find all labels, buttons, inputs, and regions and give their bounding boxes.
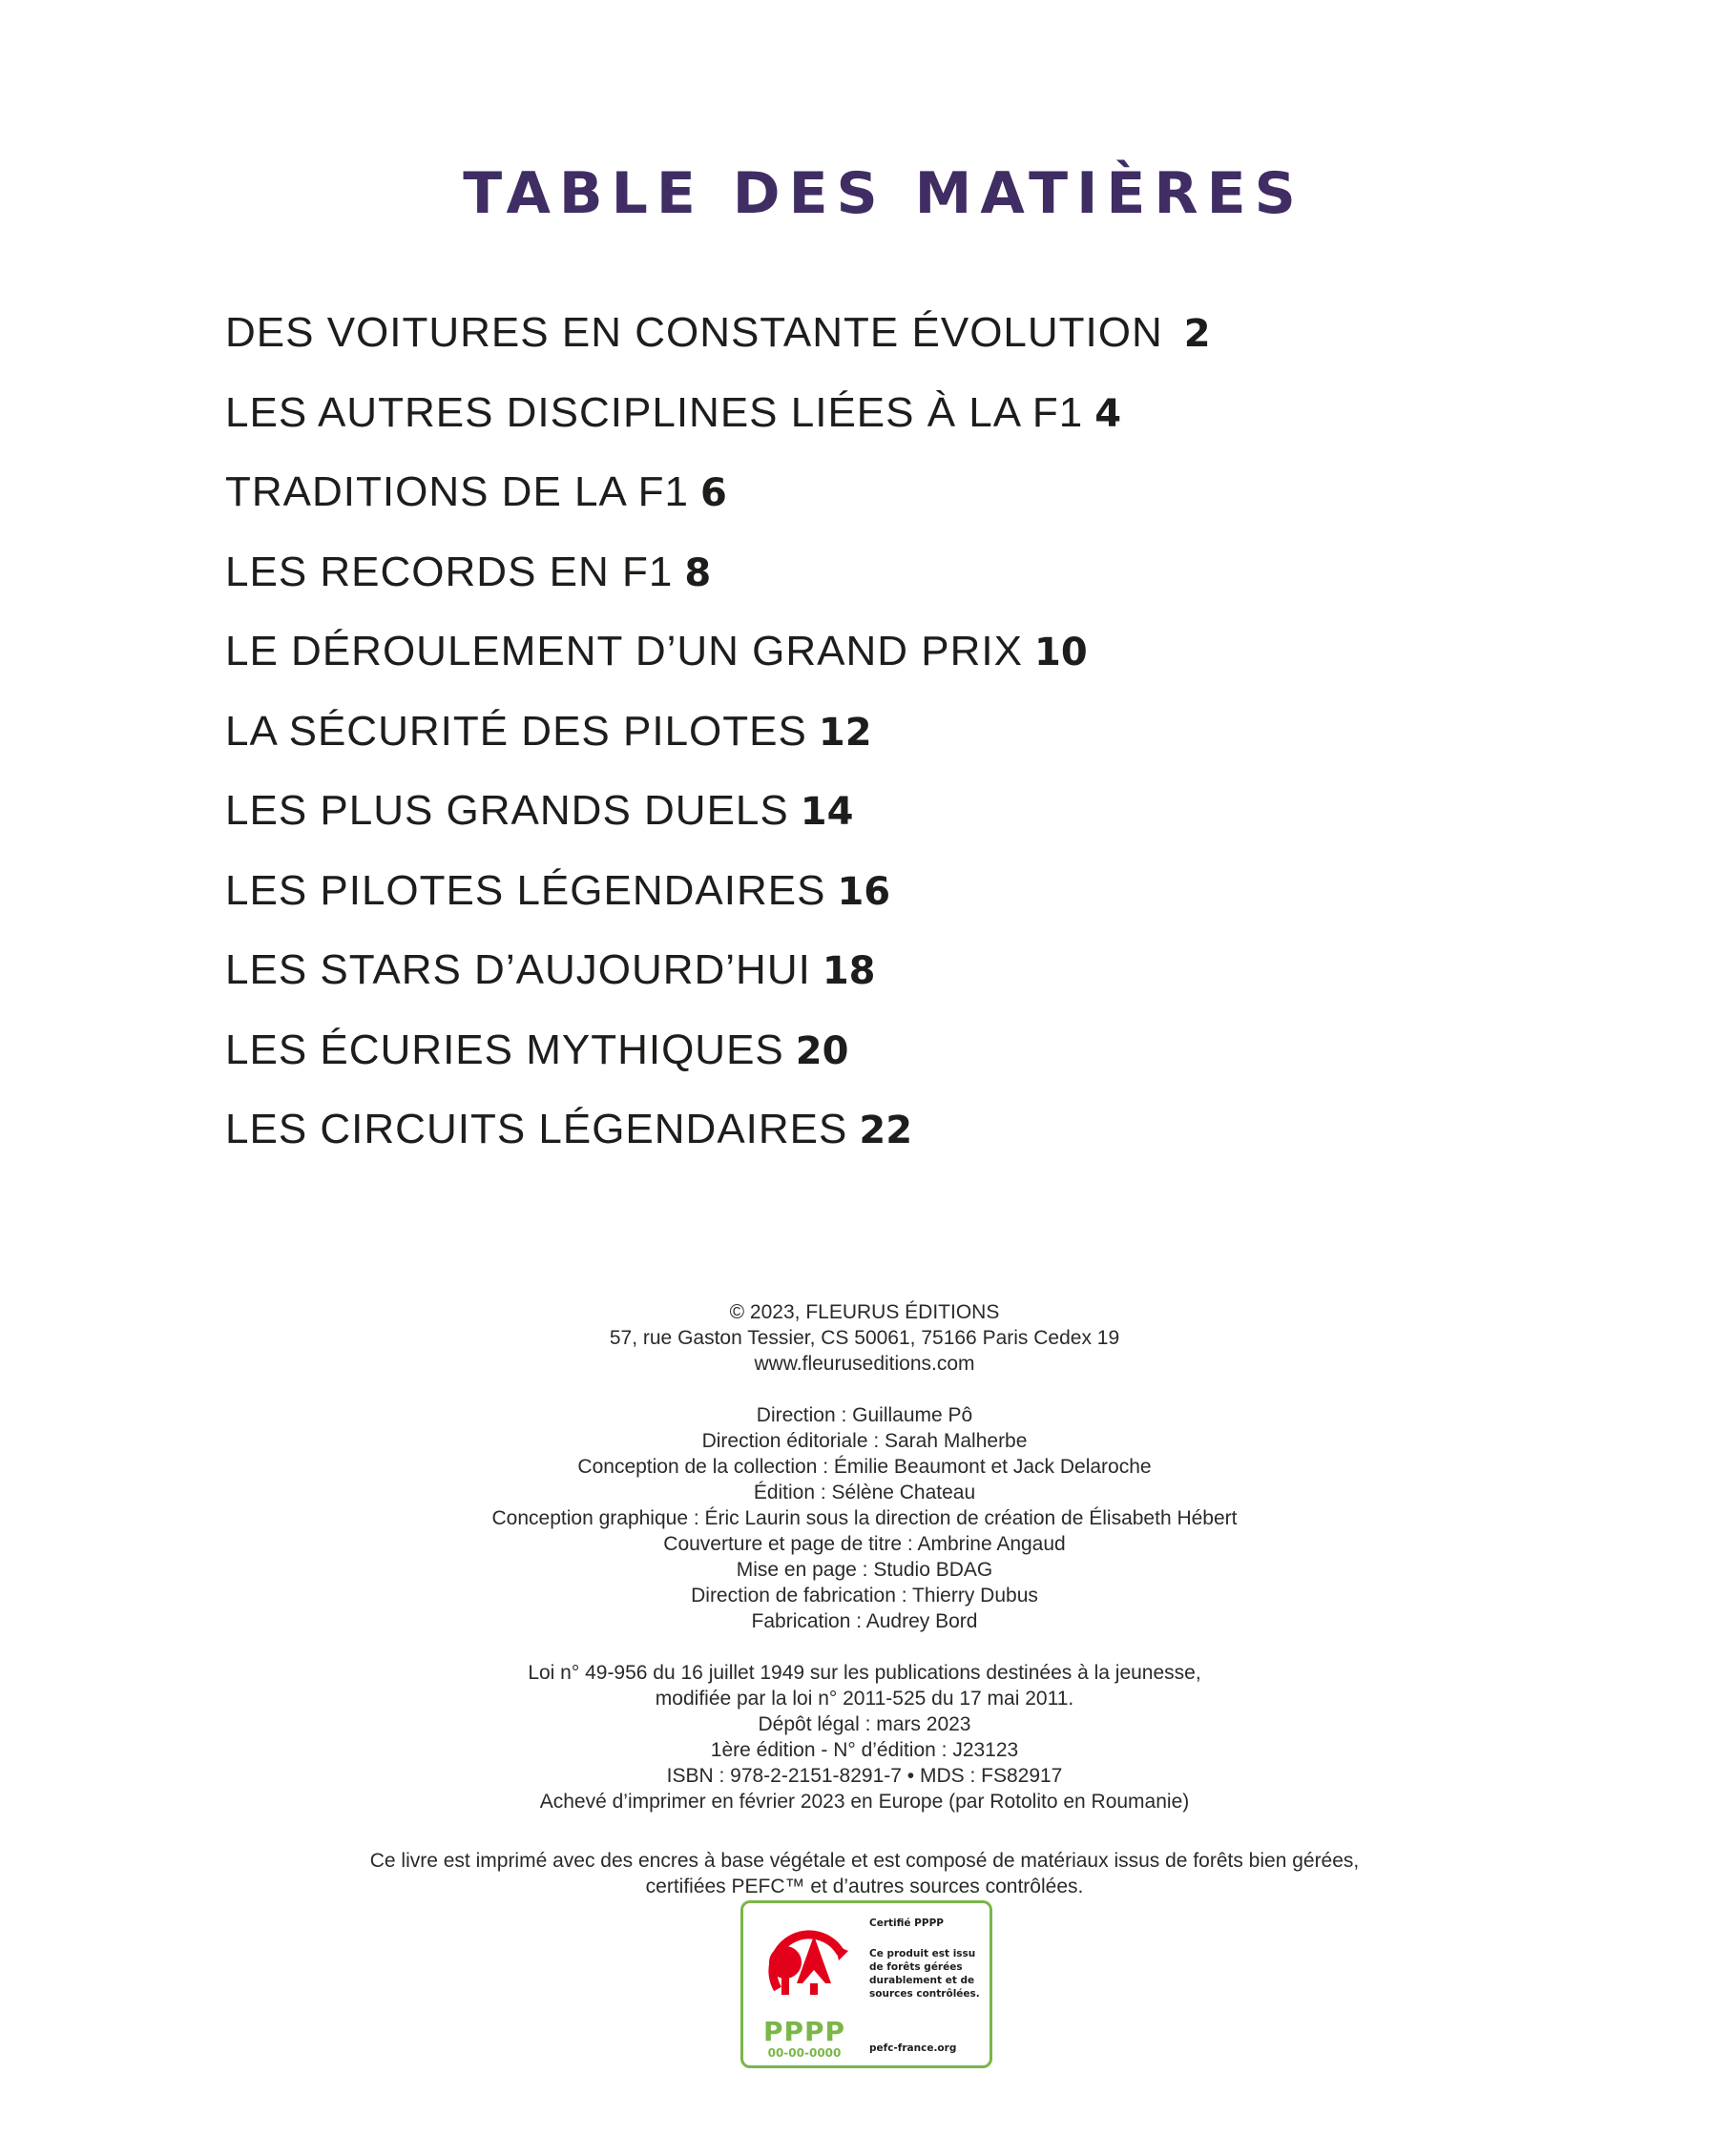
legal-line: ISBN : 978-2-2151-8291-7 • MDS : FS82917 [666,1765,1063,1787]
toc-entry-page: 20 [795,1028,849,1073]
legal-line: 1ère édition - N° d’édition : J23123 [710,1739,1019,1761]
toc-entry-title: LES ÉCURIES MYTHIQUES [225,1026,784,1073]
credit-line: Fabrication : Audrey Bord [751,1610,978,1632]
copyright: © 2023, FLEURUS ÉDITIONS [729,1301,1000,1323]
legal-line: Loi n° 49-956 du 16 juillet 1949 sur les publications destinées à la jeunesse, [528,1662,1201,1684]
toc-entry-title: LES PLUS GRANDS DUELS [225,787,789,834]
toc-entry-page: 16 [837,869,891,914]
toc-entry-title: DES VOITURES EN CONSTANTE ÉVOLUTION [225,309,1163,356]
toc-entry-title: LES STARS D’AUJOURD’HUI [225,946,811,993]
toc-entry-page: 22 [859,1109,913,1152]
credit-line: Conception graphique : Éric Laurin sous la direction de création de Élisabeth Hébert [491,1507,1238,1529]
paper-notice-line: Ce livre est imprimé avec des encres à base végétale et est composé de matériaux issus de forêts bien gérées, [369,1850,1360,1872]
pefc-description [869,1947,984,2001]
pefc-text [869,1917,984,2001]
toc-entry[interactable] [225,384,1211,465]
table-of-contents [225,304,1211,1181]
toc-entry-page: 8 [684,550,712,595]
pefc-heading: Certifié PPPP [869,1918,944,1929]
legal-line: modifiée par la loi n° 2011-525 du 17 mai 2011. [655,1688,1074,1710]
toc-entry[interactable] [225,862,1211,943]
credit-line: Couverture et page de titre : Ambrine Angaud [663,1533,1066,1555]
toc-entry-title: LES AUTRES DISCIPLINES LIÉES À LA F1 [225,388,1084,436]
toc-entry-page: 14 [800,790,854,834]
toc-entry-title: LES PILOTES LÉGENDAIRES [225,866,826,914]
credits [0,1402,1729,1634]
credit-line: Direction éditoriale : Sarah Malherbe [701,1430,1028,1452]
toc-entry-title: LES CIRCUITS LÉGENDAIRES [225,1106,848,1152]
toc-entry-title: LA SÉCURITÉ DES PILOTES [225,707,807,755]
legal-line: Achevé d’imprimer en février 2023 en Europe (par Rotolito en Roumanie) [539,1791,1190,1813]
toc-entry[interactable] [225,1022,1211,1102]
paper-notice [0,1848,1729,1899]
pefc-certification-badge [740,1900,992,2068]
legal-line: Dépôt légal : mars 2023 [758,1713,971,1735]
toc-entry-page: 18 [822,949,876,993]
pefc-description-line: durablement et de [869,1975,975,1986]
pefc-description-line: Ce produit est issu [869,1948,976,1959]
publisher-website-link[interactable]: www.fleuruseditions.com [754,1353,975,1375]
page-title: TABLE DES MATIÈRES [463,160,1304,228]
toc-entry[interactable] [225,703,1211,783]
toc-entry[interactable] [225,304,1211,384]
toc-entry-page: 12 [818,710,872,755]
publisher-info [0,1299,1729,1377]
credit-line: Conception de la collection : Émilie Beaumont et Jack Delaroche [577,1456,1152,1478]
toc-entry-page: 6 [699,471,727,515]
toc-entry-page: 10 [1034,631,1088,674]
pefc-mark: PPPP [762,2016,846,2047]
pefc-code: 00-00-0000 [767,2046,842,2060]
pefc-tree-logo-icon [757,1915,852,2020]
toc-entry[interactable] [225,544,1211,624]
credit-line: Mise en page : Studio BDAG [736,1559,993,1581]
paper-notice-line: certifiées PEFC™ et d’autres sources contrôlées. [645,1876,1084,1897]
colophon [0,1299,1729,1840]
toc-entry[interactable] [225,1101,1211,1181]
toc-entry[interactable] [225,623,1211,703]
toc-entry[interactable] [225,942,1211,1022]
pefc-description-line: sources contrôlées. [869,1988,980,2000]
toc-entry-page: 4 [1094,391,1122,436]
legal-info [0,1660,1729,1814]
publisher-address: 57, rue Gaston Tessier, CS 50061, 75166 Paris Cedex 19 [609,1327,1120,1349]
toc-entry-title: LE DÉROULEMENT D’UN GRAND PRIX [225,628,1023,674]
credit-line: Direction de fabrication : Thierry Dubus [691,1585,1038,1607]
toc-entry-page: 2 [1183,312,1211,356]
toc-entry[interactable] [225,782,1211,862]
toc-entry-title: LES RECORDS EN F1 [225,548,674,595]
toc-entry[interactable] [225,464,1211,544]
pefc-url-link[interactable]: pefc-france.org [869,2042,957,2054]
credit-line: Édition : Sélène Chateau [753,1482,976,1503]
pefc-description-line: de forêts gérées [869,1961,963,1973]
credit-line: Direction : Guillaume Pô [756,1404,973,1426]
toc-entry-title: TRADITIONS DE LA F1 [225,468,689,515]
